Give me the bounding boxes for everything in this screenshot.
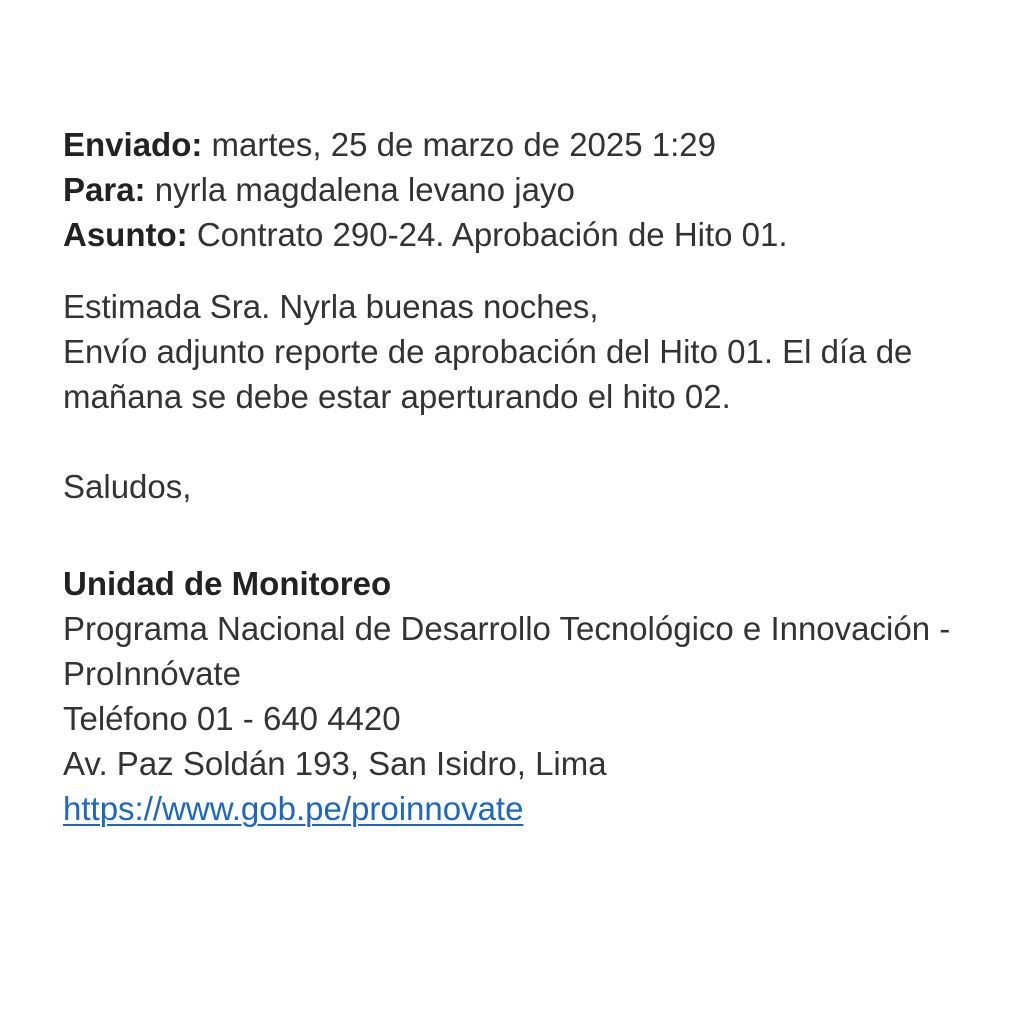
to-label: Para: — [63, 171, 146, 208]
signature-org: Programa Nacional de Desarrollo Tecnológico e Innovación - ProInnóvate — [63, 610, 951, 692]
to-row — [63, 167, 973, 212]
spacer — [63, 509, 973, 561]
subject-row — [63, 212, 973, 257]
sent-label: Enviado: — [63, 126, 203, 163]
signature-name: Unidad de Monitoreo — [63, 565, 392, 602]
signature-phone: Teléfono 01 - 640 4420 — [63, 700, 401, 737]
closing: Saludos, — [63, 468, 192, 505]
email-signature — [63, 561, 973, 831]
body-paragraph: Envío adjunto reporte de aprobación del Hito 01. El día de mañana se debe estar aperturando el hito 02. — [63, 333, 913, 415]
email-message — [63, 122, 973, 831]
email-header — [63, 122, 973, 257]
subject-value: Contrato 290-24. Aprobación de Hito 01. — [196, 216, 788, 253]
sent-value: martes, 25 de marzo de 2025 1:29 — [211, 126, 717, 163]
spacer — [63, 257, 973, 284]
subject-label: Asunto: — [63, 216, 188, 253]
signature-website-link[interactable]: https://www.gob.pe/proinnovate — [63, 790, 524, 827]
sent-row — [63, 122, 973, 167]
email-body — [63, 284, 973, 419]
spacer — [63, 419, 973, 464]
signature-address: Av. Paz Soldán 193, San Isidro, Lima — [63, 745, 607, 782]
greeting: Estimada Sra. Nyrla buenas noches, — [63, 288, 599, 325]
to-value: nyrla magdalena levano jayo — [154, 171, 575, 208]
